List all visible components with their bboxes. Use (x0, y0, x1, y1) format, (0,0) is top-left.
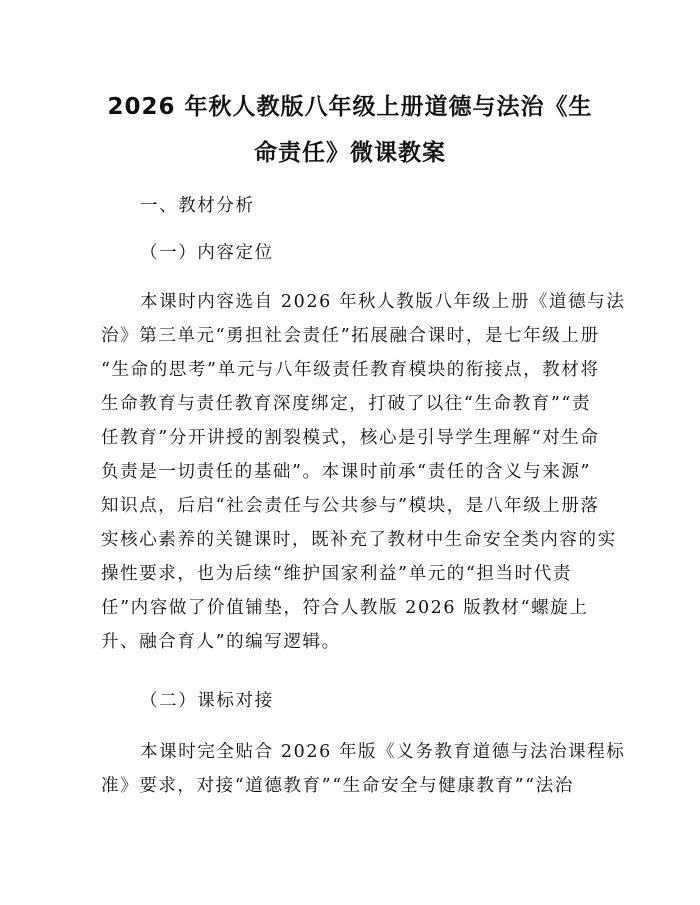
paragraph-2-line: 本课时完全贴合 2026 年版《义务教育道德与法治课程标 (140, 742, 626, 762)
paragraph-1-line: 知识点，后启“社会责任与公共参与”模块，是八年级上册落 (101, 496, 600, 516)
paragraph-1-line: 本课时内容选自 2026 年秋人教版八年级上册《道德与法 (140, 292, 626, 312)
paragraph-1-line: 负责是一切责任的基础”。本课时前承“责任的含义与来源” (101, 462, 592, 482)
paragraph-1-line: 升、融合育人”的编写逻辑。 (101, 632, 341, 652)
subsection-heading-content-positioning: （一）内容定位 (140, 243, 274, 263)
paragraph-1-line: 任教育”分开讲授的割裂模式，核心是引导学生理解“对生命 (101, 428, 600, 448)
subsection-heading-curriculum-standard: （二）课标对接 (140, 691, 274, 711)
section-heading-textbook-analysis: 一、教材分析 (140, 196, 255, 216)
paragraph-1-line: 治》第三单元“勇担社会责任”拓展融合课时，是七年级上册 (101, 326, 600, 346)
paragraph-1-line: 任”内容做了价值铺垫，符合人教版 2026 版教材“螺旋上 (101, 598, 589, 618)
paragraph-2-line: 准》要求，对接“道德教育”“生命安全与健康教育”“法治 (101, 776, 574, 796)
paragraph-1-line: “生命的思考”单元与八年级责任教育模块的衔接点，教材将 (101, 360, 600, 380)
paragraph-1-line: 生命教育与责任教育深度绑定，打破了以往“生命教育”“责 (101, 394, 592, 414)
paragraph-1-line: 实核心素养的关键课时，既补充了教材中生命安全类内容的实 (101, 530, 617, 550)
document-title-line-1: 2026 年秋人教版八年级上册道德与法治《生 (107, 94, 593, 120)
paragraph-1-line: 操性要求，也为后续“维护国家利益”单元的“担当时代责 (101, 564, 572, 584)
document-title-line-2: 命责任》微课教案 (254, 140, 446, 166)
